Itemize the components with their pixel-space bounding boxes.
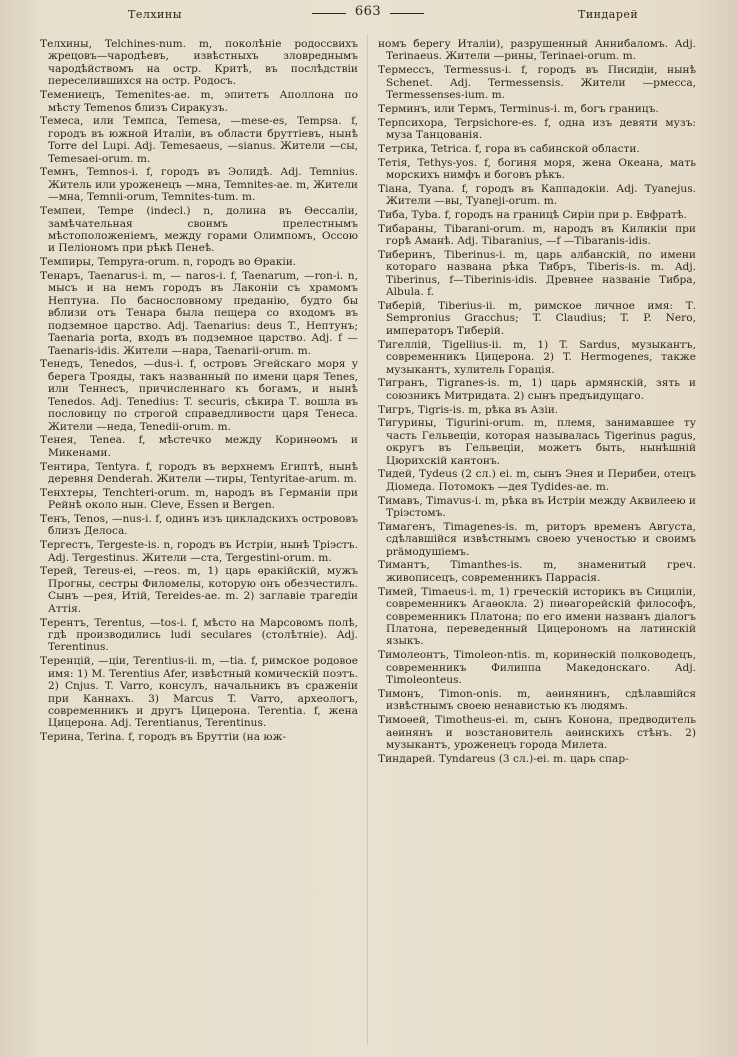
dictionary-entry: Тиндарей. Tyndareus (3 сл.)-ei. m. царь спар- [378, 752, 629, 765]
dictionary-entry: Тенея, Tenea. f, мѣстечко между Коринѳомъ и Микенами. [40, 434, 358, 459]
dictionary-entry: Тигеллій, Tigellius-ii. m, 1) T. Sardus, музыкантъ, современникъ Цицерона. 2) T. Hermogenes, также музыкантъ, хулитель Горація. [378, 338, 696, 376]
dictionary-entry: Темпиры, Tempyra-orum. n, городъ во Ѳракіи. [40, 256, 297, 269]
dictionary-entry: Темеса, или Темпса, Temesa, —mese-es, Tempsa. f, городъ въ южной Италіи, въ области бруттіевъ, нынѣ Torre del Lupi. Adj. Temesaeus, —sianus. Жители —сы, Temesaei-orum. m. [40, 115, 358, 165]
dictionary-entry: Тенъ, Tenos, —nus-i. f, одинъ изъ цикладскихъ острововъ близъ Делоса. [40, 513, 358, 538]
dictionary-entry: Тимавъ, Timavus-i. m, рѣка въ Истріи между Аквилеею и Тріэстомъ. [378, 494, 696, 520]
dictionary-entry: Терминъ, или Термъ, Terminus-i. m, богъ границъ. [378, 102, 659, 115]
dictionary-entry: Тимолеонтъ, Timoleon-ntis. m, коринѳскій полководецъ, современникъ Филиппа Македонскаго. Adj. Timoleonteus. [378, 649, 696, 687]
dictionary-entry: Тидей, Tydeus (2 сл.) ei. m, сынъ Энея и Перибеи, отецъ Діомеда. Потомокъ —дея Tydides-ae. m. [378, 468, 696, 493]
dictionary-entry: Тиберій, Tiberius-ii. m, римское личное имя: Т. Sempronius Gracchus; T. Claudius; T. P. Nero, императоръ Тиберій. [378, 300, 696, 337]
dictionary-entry: Темпеи, Tempe (indecl.) n, долина въ Ѳессаліи, замѣчательная своимъ прелестнымъ мѣстоположеніемъ, между горами Олимпомъ, Оссою и Пеліономъ при рѣкѣ Пенеѣ. [40, 205, 358, 255]
dictionary-entry: Тимагенъ, Timagenes-is. m, риторъ временъ Августа, сдѣлавшійся извѣстнымъ своею ученостью и своимъ präмодушіемъ. [378, 520, 696, 558]
dictionary-entry: Теренцій, —ціи, Terentius-ii. m, —tia. f, римское родовое имя: 1) M. Terentius Afer, извѣстный комическій поэтъ. 2) Cnjus. T. Varro, консулъ, начальникъ въ сраженіи при Каннахъ. 3) Marcus T. Varro, археологъ, современникъ и другъ Цицерона. Terentia. f, жена Цицерона. Adj. Terentianus, Terentinus. [40, 655, 358, 730]
dictionary-entry: Тентира, Tentyra. f, городъ въ верхнемъ Египтѣ, нынѣ деревня Denderah. Жители —тиры, Tentyritae-arum. m. [40, 460, 358, 486]
dictionary-entry: Тимантъ, Timanthes-is. m, знаменитый греч. живописецъ, современникъ Паррасія. [378, 559, 696, 584]
page-number: 663 [314, 4, 422, 19]
dictionary-entry: Терей, Tereus-ei, —reos. m, 1) царь ѳракійскій, мужъ Прогны, сестры Филомелы, которую онъ обезчестилъ. Сынъ —рея, Итій, Tereides-ae. m. 2) заглавіе трагедіи Аттія. [40, 565, 358, 615]
dictionary-entry: Тетія, Tethys-yos. f, богиня моря, жена Океана, мать морскихъ нимфъ и боговъ рѣкъ. [378, 156, 696, 182]
dictionary-entry: Тергестъ, Tergeste-is. n, городъ въ Истріи, нынѣ Тріэстъ. Adj. Tergestinus. Жители —ста, Tergestini-orum. m. [40, 539, 358, 564]
dictionary-entry: Темнъ, Temnos-i. f, городъ въ Эолидѣ. Adj. Temnius. Житель или уроженецъ —мна, Temnites-ae. m, Жители —мна, Temnii-orum, Temnites-tum. m. [40, 166, 358, 204]
dictionary-entry: Тенаръ, Taenarus-i. m, — naros-i. f, Taenarum, —ron-i. n, мысъ и на немъ городъ въ Лаконіи съ храмомъ Нептуна. По баснословному преданію, будто бы вблизи отъ Тенара была пещера со входомъ въ подземное царство. Adj. Taenarius: deus T., Нептунъ; Taenaria porta, входъ въ подземное царство. Adj. f —Taenaris-idis. Жители —нара, Taenarii-orum. m. [40, 269, 358, 357]
dictionary-entry: Тиберинъ, Tiberinus-i. m, царь албанскій, по имени котораго названа рѣка Тибръ, Tiberis-is. m. Adj. Tiberinus, f—Tiberinis-idis. Древнее названіе Тибра, Albula. f. [378, 248, 696, 299]
dictionary-entry: Термессъ, Termessus-i. f, городъ въ Писидіи, нынѣ Schenet. Adj. Termessensis. Жители —рмесса, Termessenses-ium. m. [378, 64, 696, 102]
dictionary-entry: Терина, Terina. f, городъ въ Бруттіи (на юж- [40, 731, 286, 744]
dictionary-entry: Тигранъ, Tigranes-is. m, 1) царь армянскій, зять и союзникъ Митридата. 2) сынъ предъидущаго. [378, 377, 696, 402]
dictionary-entry: Тимонъ, Timon-onis. m, аѳинянинъ, сдѣлавшійся извѣстнымъ своею ненавистью къ людямъ. [378, 687, 696, 713]
right-column [378, 38, 696, 1050]
dictionary-entry: Тетрика, Tetrica. f, гора въ сабинской области. [378, 142, 640, 155]
dictionary-entry: Тенедъ, Tenedos, —dus-i. f, островъ Эгейскаго моря у берега Трояды, такъ названный по имени царя Tenes, или Теннесъ, причисленнаго къ богамъ, и нынѣ Tenedos. Adj. Tenedius: T. securis, сѣкира Т. вошла въ пословицу по строгой справедливости царя Тенеса. Жители —неда, Tenedii-orum. m. [40, 358, 358, 433]
dictionary-entry: Тигръ, Tigris-is. m, рѣка въ Азіи. [378, 403, 559, 416]
left-column [40, 38, 358, 1050]
dictionary-entry: Тиба, Tyba. f, городъ на границѣ Сиріи при р. Евфратѣ. [378, 208, 687, 221]
header-left-word: Телхины [128, 8, 182, 21]
dictionary-entry: Тимоѳей, Timotheus-ei. m, сынъ Конона, предводитель аѳинянъ и возстановитель аѳинскихъ стѣнъ. 2) музыкантъ, уроженецъ города Милета. [378, 714, 696, 751]
dictionary-entry: Темениецъ, Temenites-ae. m, эпитетъ Аполлона по мѣсту Temenos близъ Сиракузъ. [40, 89, 358, 114]
dictionary-entry: Терентъ, Terentus, —tos-i. f, мѣсто на Марсовомъ полѣ, гдѣ производились ludi seculares (столѣтніе). Adj. Terentinus. [40, 616, 358, 654]
dictionary-entry: Тибараны, Tibarani-orum. m, народъ въ Киликіи при горѣ Аманѣ. Adj. Tibaranius, —f —Tibaranis-idis. [378, 222, 696, 248]
dictionary-entry: Тіана, Tyana. f, городъ въ Каппадокіи. Adj. Tyanejus. Жители —вы, Tyaneji-orum. m. [378, 182, 696, 208]
dictionary-entry: Телхины, Telchines-num. m, поколѣніе родоссвихъ жрецовъ—чародѣевъ, извѣстныхъ зловреднымъ чародѣйствомъ на остр. Критѣ, въ послѣдствіи переселившихся на остр. Родосъ. [40, 38, 358, 88]
dictionary-entry: номъ берегу Италіи), разрушенный Аннибаломъ. Adj. Terinaeus. Жители —рины, Terinaei-orum. m. [378, 38, 696, 63]
dictionary-entry: Тигурины, Tigurini-orum. m, племя, занимавшее ту часть Гельвеціи, которая называлась Tigerinus pagus, округъ въ Гельвеціи, можетъ быть, нынѣшній Цюрихскій кантонъ. [378, 417, 696, 467]
column-divider [367, 34, 368, 1044]
dictionary-entry: Тенхтеры, Tenchteri-orum. m, народъ въ Германіи при Рейнѣ около нын. Cleve, Essen и Bergen. [40, 486, 358, 512]
header-right-word: Тиндарей [578, 8, 639, 21]
dictionary-entry: Терпсихора, Terpsichore-es. f, одна изъ девяти музъ: муза Танцованія. [378, 116, 696, 142]
dictionary-entry: Тимей, Timaeus-i. m, 1) греческій историкъ въ Сициліи, современникъ Агаѳокла. 2) пиѳагорейскій философъ, современникъ Платона; по его имени названъ діалогъ Платона, переведенный Цицерономъ на латинскій языкъ. [378, 585, 696, 648]
page-header [0, 4, 737, 28]
